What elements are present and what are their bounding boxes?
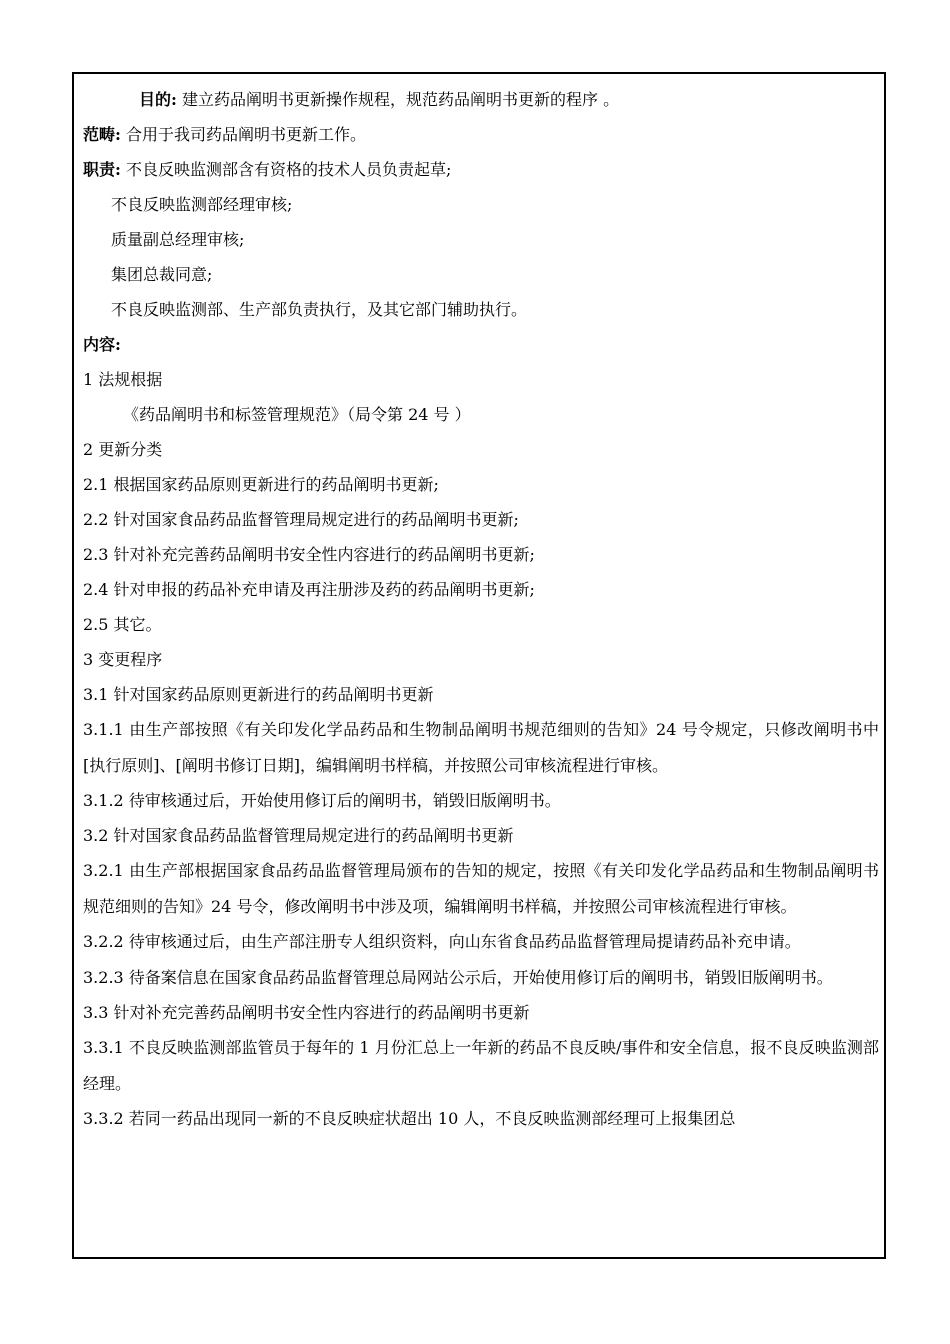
- clause-paragraph: 3.1.1 由生产部按照《有关印发化学品药品和生物制品阐明书规范细则的告知》24 号令规定，只修改阐明书中[执行原则]、[阐明书修订日期]，编辑阐明书样稿，并按照公司审核流程进行审核。: [83, 720, 879, 775]
- purpose-text: 建立药品阐明书更新操作规程，规范药品阐明书更新的程序 。: [176, 90, 620, 109]
- clause-paragraph: 3.2.1 由生产部根据国家食品药品监督管理局颁布的告知的规定，按照《有关印发化学品药品和生物制品阐明书规范细则的告知》24 号令，修改阐明书中涉及项，编辑阐明书样稿，并按照公司审核流程进行审核。: [83, 861, 879, 916]
- document-frame: [72, 72, 886, 1259]
- responsibility-text: 不良反映监测部含有资格的技术人员负责起草;: [120, 160, 452, 179]
- clause-paragraph: 3.3.1 不良反映监测部监管员于每年的 1 月份汇总上一年新的药品不良反映/事件和安全信息，报不良反映监测部经理。: [83, 1038, 879, 1093]
- responsibility-item: 不良反映监测部经理审核;: [111, 195, 293, 214]
- responsibility-item: 集团总裁同意;: [111, 265, 213, 284]
- list-item: 2.4 针对申报的药品补充申请及再注册涉及药的药品阐明书更新;: [83, 580, 535, 599]
- section-heading: 1 法规根据: [83, 370, 163, 389]
- clause-paragraph: 3.1.2 待审核通过后，开始使用修订后的阐明书，销毁旧版阐明书。: [83, 791, 561, 810]
- list-item: 2.5 其它。: [83, 615, 162, 634]
- subsection-heading: 3.1 针对国家药品原则更新进行的药品阐明书更新: [83, 685, 434, 704]
- clause-paragraph: 3.2.2 待审核通过后，由生产部注册专人组织资料，向山东省食品药品监督管理局提请药品补充申请。: [83, 932, 801, 951]
- purpose-label: 目的:: [139, 90, 177, 109]
- responsibility-item: 质量副总经理审核;: [111, 230, 245, 249]
- document-body: [83, 82, 879, 1137]
- regulation-reference: 《药品阐明书和标签管理规范》（局令第 24 号 ）: [123, 405, 471, 424]
- list-item: 2.2 针对国家食品药品监督管理局规定进行的药品阐明书更新;: [83, 510, 519, 529]
- responsibility-item: 不良反映监测部、生产部负责执行，及其它部门辅助执行。: [111, 300, 528, 319]
- clause-paragraph: 3.2.3 待备案信息在国家食品药品监督管理总局网站公示后，开始使用修订后的阐明书，销毁旧版阐明书。: [83, 967, 833, 987]
- clause-paragraph: 3.3.2 若同一药品出现同一新的不良反映症状超出 10 人，不良反映监测部经理可上报集团总: [83, 1109, 736, 1128]
- section-heading: 2 更新分类: [83, 440, 163, 459]
- list-item: 2.3 针对补充完善药品阐明书安全性内容进行的药品阐明书更新;: [83, 545, 535, 564]
- section-heading: 3 变更程序: [83, 650, 163, 669]
- subsection-heading: 3.3 针对补充完善药品阐明书安全性内容进行的药品阐明书更新: [83, 1003, 530, 1022]
- content-heading: 内容:: [83, 335, 121, 354]
- purpose-line: [83, 82, 879, 117]
- scope-label: 范畴:: [83, 125, 121, 144]
- responsibility-line: [83, 152, 879, 187]
- list-item: 2.1 根据国家药品原则更新进行的药品阐明书更新;: [83, 475, 439, 494]
- scope-line: [83, 117, 879, 152]
- subsection-heading: 3.2 针对国家食品药品监督管理局规定进行的药品阐明书更新: [83, 826, 514, 845]
- responsibility-label: 职责:: [83, 160, 121, 179]
- scope-text: 合用于我司药品阐明书更新工作。: [120, 125, 367, 144]
